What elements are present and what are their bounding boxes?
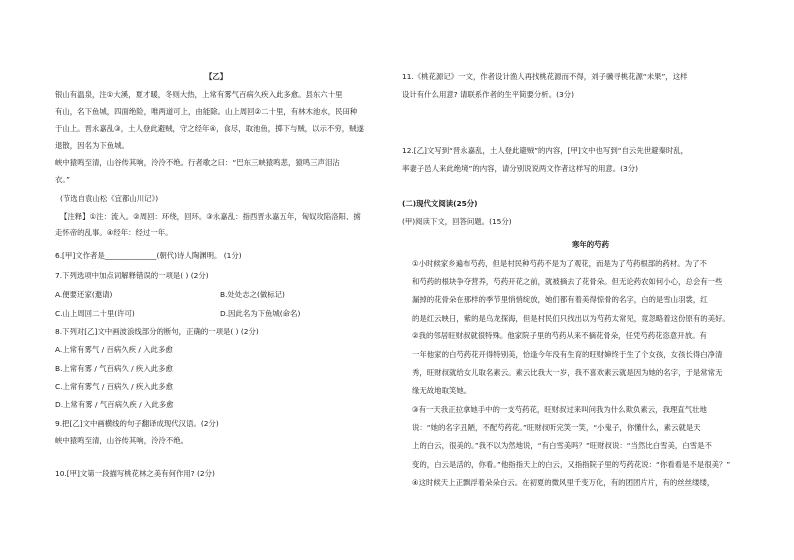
left-line: 有山，名下鱼城，四面绝险，唯两道可上，由能除。山上周回②二十里，有林木池水，民田种 (55, 107, 358, 116)
left-line: 【注释】①注：流入。②周回：环绕，回环。③永嘉乱：指西晋永嘉五年，匈奴攻陷洛阳、掳 (60, 212, 361, 221)
right-line: 秀，旺财叔就给女儿取名素云。素云比我大一岁，我不喜欢素云就是因为她的名字，于是常常无 (412, 368, 723, 377)
left-line: 10.[甲]文第一段描写桃花林之美有何作用? (2分) (55, 469, 215, 478)
right-line: 设计有什么用意? 请联系作者的生平简要分析。(3分) (402, 90, 574, 99)
answer-option: B.处处志之(做标记) (220, 290, 285, 299)
right-line: 和芍药的根块争夺营养，芍药开花之前，就被摘去了花骨朵。但无论药农如何小心，总会有一些 (412, 277, 723, 286)
right-line: ④这时候天上正飘浮着朵朵白云。在初夏的微风里千变万化，有的团团片片，有的丝丝缕缕， (412, 478, 715, 487)
right-line: 漏掉的花骨朵在那样的季节里悄悄绽放，她们都有着美得惊骨的名字，白的是雪山羽裳，红 (412, 295, 708, 304)
left-line: D.上常有雾 / 气百病久疾 / 入此多愈 (55, 400, 174, 409)
left-line: 于山上。晋永嘉乱③，土人登此避贼，守之经年④，食尽，取池鱼，掷下与贼，以示不穷，贼遂 (55, 124, 364, 133)
left-line: 峡中猿鸣至清，山谷传其响，泠泠不绝。行者歌之曰：“巴东三峡猿鸣悲，猿鸣三声泪沾 (55, 158, 340, 167)
left-line: 6.[甲]文作者是______________(朝代)诗人陶渊明。 (1分) (55, 251, 242, 260)
right-line: (甲)阅读下文，回答问题。(15分) (402, 217, 512, 226)
right-line: 11.《桃花源记》一文，作者设计渔人再找桃花源而不得，刘子骥寻桃花源“未果”，这样 (402, 72, 688, 81)
left-line: 7.下列选项中加点词解释错误的一项是( ) (2分) (55, 271, 209, 280)
right-line: 上的白云，很美的。”我不以为然地说，“有白雪美吗？”旺财叔说：“当然比白雪美，白雪是不 (412, 441, 712, 450)
left-line: 9.把[乙]文中画横线的句子翻译成现代汉语。(2分) (55, 419, 219, 428)
right-line: ②我的邻居旺财叔就很特殊。他家院子里的芍药从来不摘花骨朵，任凭芍药花恣意开放。有 (412, 331, 707, 340)
left-line: 【乙】 (205, 72, 228, 81)
right-line: 寒年的芍药 (572, 240, 609, 249)
right-line: ①小时候家乡遍布芍药，但是村民种芍药不是为了观花，而是为了芍药根部的药材。为了不 (412, 259, 707, 268)
left-line: 衣。” (55, 175, 70, 184)
left-line: B.上常有雾 / 气百病久 / 疾入此多愈 (55, 364, 173, 373)
answer-option: D.因此名为下鱼城(命名) (220, 309, 301, 318)
left-line: (节选自袁山松《宜都山川记》) (60, 194, 159, 203)
left-line: 8.下列对[乙]文中画波浪线部分的断句，正确的一项是( ) (2分) (55, 327, 259, 336)
right-line: 缘无故地取笑她。 (412, 386, 472, 395)
left-line: C.上常有雾气 / 百病久 / 疾入此多愈 (55, 382, 173, 391)
right-line: 的是红云映日，紫的是乌龙探海，但是村民们只找出以为芍药太常见，竟忽略着这份原有的美好。 (412, 314, 730, 323)
right-line: 变的，白云是活的，你看。”他指指天上的白云，又指指院子里的芍药花说：“你看看是不是很美？” (412, 460, 731, 469)
left-line: C.山上周回二十里(许可) (55, 309, 135, 318)
left-line: 退散，因名为下鱼城。 (55, 141, 129, 150)
right-line: 12.[乙]文写到“晋永嘉乱，土人登此避贼”的内容，[甲]文中也写到“自云先世避秦时乱， (402, 146, 689, 155)
right-line: ③有一天我正拉拿她手中的一支芍药花，旺财叔过来叫问我为什么欺负素云，我理直气壮地 (412, 405, 707, 414)
right-line: 说：“她的名字丑陋，不配芍药花。”旺财叔听完笑一笑，“小鬼子，你懂什么，素云就是天 (412, 423, 701, 432)
right-line: (二)现代文阅读(25分) (402, 199, 478, 208)
left-line: 走怀帝的乱事。④经年：经过一年。 (55, 228, 173, 237)
left-line: 银山有温泉，注①大溪，夏才暖，冬则大热，上常有雾气百病久疾入此多愈。县东六十里 (55, 90, 343, 99)
right-line: 一年他家的白芍药花开得特别美，恰逢今年没有生育的旺财婶终于生了个女孩，女孩长得白净清 (412, 350, 723, 359)
right-line: 率妻子邑人来此绝境”的内容，请分别说说两文作者这样写的用意。(3分) (402, 164, 639, 173)
left-line: A.便要还家(邀请) (55, 290, 113, 299)
left-line: A.上常有雾气 / 百病久疾 / 入此多愈 (55, 345, 173, 354)
left-line: 峡中猿鸣至清，山谷传其响，泠泠不绝。 (55, 436, 189, 445)
